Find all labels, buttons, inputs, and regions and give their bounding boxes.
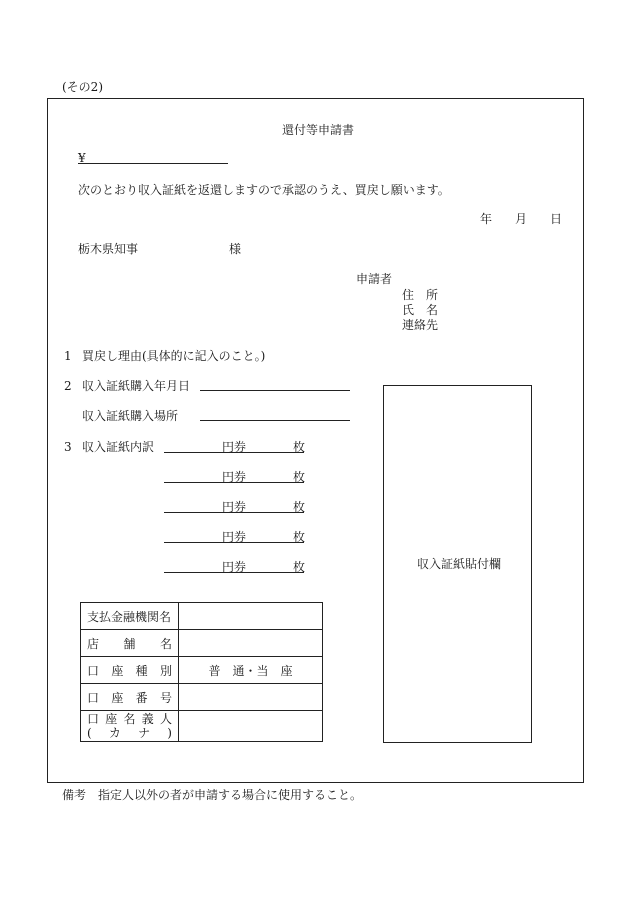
- table-row: [81, 603, 323, 630]
- table-row: [81, 630, 323, 657]
- bank-name-value[interactable]: [179, 603, 323, 630]
- label-char: 口: [87, 712, 100, 726]
- label-char: 口: [87, 663, 100, 678]
- account-holder-label: [81, 711, 179, 742]
- bank-account-table: [80, 602, 323, 742]
- page-label: (その2): [62, 80, 103, 94]
- breakdown-count: 枚: [293, 500, 306, 514]
- breakdown-line: [164, 512, 304, 513]
- account-number-value[interactable]: [179, 684, 323, 711]
- date-day: 日: [550, 212, 563, 226]
- label-char: 座: [105, 712, 118, 726]
- form-title: 還付等申請書: [282, 123, 355, 137]
- label-char: 番: [135, 690, 148, 705]
- label-char: 口: [87, 690, 100, 705]
- branch-label-text: [87, 635, 172, 652]
- breakdown-line: [164, 572, 304, 573]
- breakdown-label: 収入証紙内訳: [82, 440, 155, 454]
- label-char: 義: [141, 712, 154, 726]
- breakdown-unit: 円券: [222, 560, 247, 574]
- label-char: ): [167, 726, 172, 740]
- footer-note: 備考 指定人以外の者が申請する場合に使用すること。: [62, 788, 363, 802]
- item-3-number: 3: [64, 440, 72, 454]
- label-char: 名: [123, 712, 136, 726]
- breakdown-line: [164, 542, 304, 543]
- label-char: 人: [159, 712, 172, 726]
- table-row: [81, 684, 323, 711]
- item-1-number: 1: [64, 349, 72, 363]
- breakdown-line: [164, 482, 304, 483]
- account-number-label-text: [87, 689, 172, 706]
- item-1-label: 買戻し理由(具体的に記入のこと。): [82, 349, 266, 363]
- breakdown-count: 枚: [293, 440, 306, 454]
- applicant-heading: 申請者: [356, 272, 393, 286]
- account-holder-label-text: [87, 712, 172, 726]
- addressee-honorific: 様: [229, 242, 242, 256]
- label-char: 種: [135, 663, 148, 678]
- label-char: ナ: [138, 726, 151, 740]
- label-char: 座: [111, 663, 124, 678]
- purchase-place-label: 収入証紙購入場所: [82, 409, 179, 423]
- applicant-name-label: 氏 名: [402, 303, 439, 317]
- table-row: [81, 711, 323, 742]
- stamp-area-label: 収入証紙貼付欄: [417, 557, 502, 571]
- label-char: カ: [108, 726, 121, 740]
- date-year: 年: [480, 212, 493, 226]
- breakdown-unit: 円券: [222, 500, 247, 514]
- account-type-label-text: [87, 662, 172, 679]
- purchase-place-line[interactable]: [200, 420, 350, 421]
- bank-name-label: 支払金融機関名: [81, 603, 179, 630]
- applicant-address-label: 住 所: [402, 288, 439, 302]
- request-text: 次のとおり収入証紙を返還しますので承認のうえ、買戻し願います。: [78, 183, 450, 197]
- label-char: 別: [159, 663, 172, 678]
- breakdown-unit: 円券: [222, 440, 247, 454]
- account-number-label: [81, 684, 179, 711]
- account-type-label: [81, 657, 179, 684]
- breakdown-line: [164, 452, 304, 453]
- amount-line[interactable]: [78, 163, 228, 164]
- breakdown-count: 枚: [293, 470, 306, 484]
- label-char: 舗: [123, 636, 136, 651]
- account-type-value[interactable]: 普 通・当 座: [179, 657, 323, 684]
- label-char: 座: [111, 690, 124, 705]
- label-char: 号: [159, 690, 172, 705]
- branch-value[interactable]: [179, 630, 323, 657]
- item-2-number: 2: [64, 379, 72, 393]
- account-holder-value[interactable]: [179, 711, 323, 742]
- account-holder-kana-label: [87, 726, 172, 740]
- purchase-date-label: 収入証紙購入年月日: [82, 379, 191, 393]
- label-char: 店: [87, 636, 100, 651]
- breakdown-count: 枚: [293, 560, 306, 574]
- breakdown-unit: 円券: [222, 530, 247, 544]
- purchase-date-line[interactable]: [200, 390, 350, 391]
- yen-symbol: ¥: [78, 151, 86, 165]
- applicant-contact-label: 連絡先: [402, 318, 439, 332]
- date-month: 月: [515, 212, 528, 226]
- breakdown-unit: 円券: [222, 470, 247, 484]
- label-char: 名: [159, 636, 172, 651]
- branch-label: [81, 630, 179, 657]
- addressee-name: 栃木県知事: [78, 242, 139, 256]
- table-row: [81, 657, 323, 684]
- label-char: (: [87, 726, 92, 740]
- breakdown-count: 枚: [293, 530, 306, 544]
